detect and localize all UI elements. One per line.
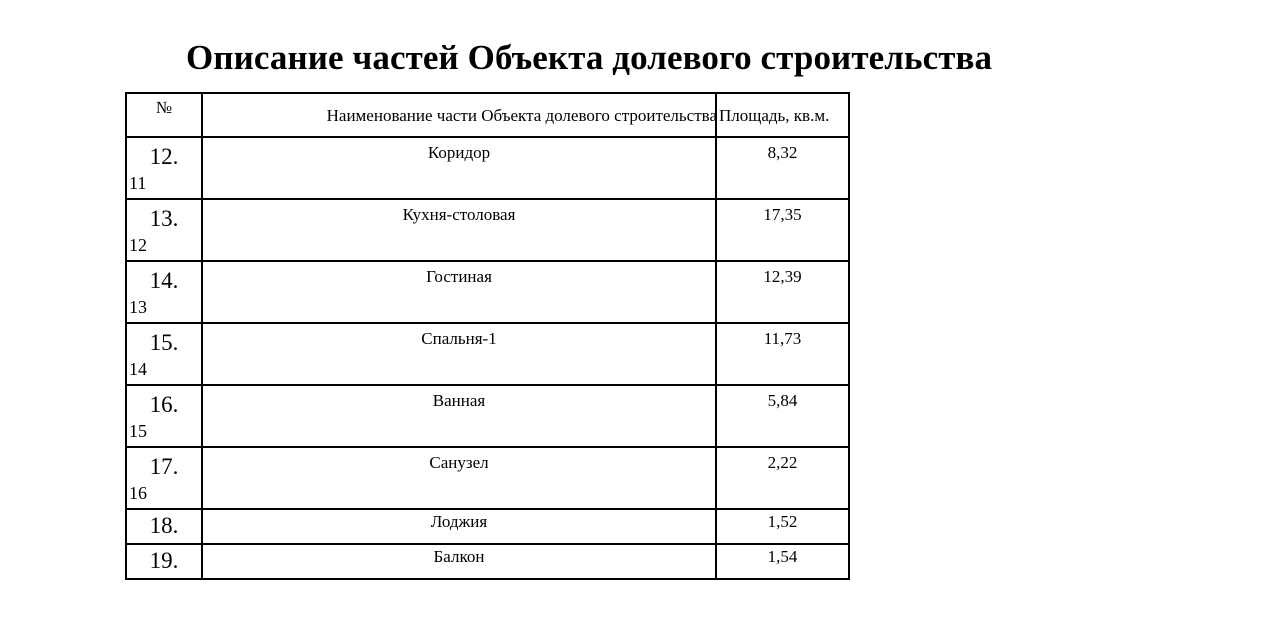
table-row (126, 137, 849, 199)
header-name: Наименование части Объекта долевого строительства (326, 106, 717, 125)
row-area: 11,73 (763, 329, 802, 348)
number-cell (126, 544, 202, 579)
row-number: 13. (149, 206, 179, 231)
table-row (126, 509, 849, 544)
area-cell (716, 385, 849, 447)
row-name: Балкон (433, 547, 485, 566)
name-cell (202, 509, 716, 544)
row-number: 12. (149, 144, 179, 169)
name-cell (202, 199, 716, 261)
row-area: 2,22 (767, 453, 798, 472)
table-row (126, 199, 849, 261)
number-cell (126, 509, 202, 544)
table-row (126, 385, 849, 447)
row-sub-number: 11 (129, 173, 147, 193)
number-cell (126, 385, 202, 447)
row-name: Лоджия (430, 512, 488, 531)
number-cell (126, 137, 202, 199)
row-area: 8,32 (767, 143, 798, 162)
row-name: Кухня-столовая (402, 205, 516, 224)
number-cell (126, 447, 202, 509)
area-cell (716, 199, 849, 261)
row-area: 17,35 (763, 205, 802, 224)
row-area: 1,52 (767, 512, 798, 531)
row-area: 1,54 (767, 547, 798, 566)
area-cell (716, 509, 849, 544)
row-name: Гостиная (426, 267, 492, 286)
rooms-table (125, 92, 850, 580)
row-sub-number: 12 (129, 235, 147, 255)
area-cell (716, 261, 849, 323)
header-number-cell (126, 93, 202, 137)
table-row (126, 323, 849, 385)
row-number: 14. (149, 268, 179, 293)
area-cell (716, 137, 849, 199)
header-number: № (155, 98, 173, 117)
table-row (126, 544, 849, 579)
row-name: Ванная (432, 391, 486, 410)
name-cell (202, 544, 716, 579)
row-sub-number: 16 (129, 483, 147, 503)
row-sub-number: 15 (129, 421, 147, 441)
row-number: 19. (149, 548, 179, 573)
area-cell (716, 544, 849, 579)
name-cell (202, 261, 716, 323)
page-title: Описание частей Объекта долевого строительства (186, 38, 993, 77)
row-area: 12,39 (763, 267, 802, 286)
table-row (126, 261, 849, 323)
row-name: Коридор (427, 143, 491, 162)
row-number: 15. (149, 330, 179, 355)
number-cell (126, 323, 202, 385)
row-name: Спальня-1 (421, 329, 497, 348)
row-number: 16. (149, 392, 179, 417)
row-name: Санузел (429, 453, 489, 472)
name-cell (202, 385, 716, 447)
row-number: 18. (149, 513, 179, 538)
number-cell (126, 261, 202, 323)
area-cell (716, 323, 849, 385)
table-header-row (126, 93, 849, 137)
name-cell (202, 323, 716, 385)
header-area: Площадь, кв.м. (719, 106, 830, 125)
row-number: 17. (149, 454, 179, 479)
name-cell (202, 447, 716, 509)
header-name-cell (202, 93, 716, 137)
name-cell (202, 137, 716, 199)
table-row (126, 447, 849, 509)
row-area: 5,84 (767, 391, 798, 410)
area-cell (716, 447, 849, 509)
row-sub-number: 13 (129, 297, 147, 317)
number-cell (126, 199, 202, 261)
row-sub-number: 14 (129, 359, 147, 379)
header-area-cell (716, 93, 849, 137)
